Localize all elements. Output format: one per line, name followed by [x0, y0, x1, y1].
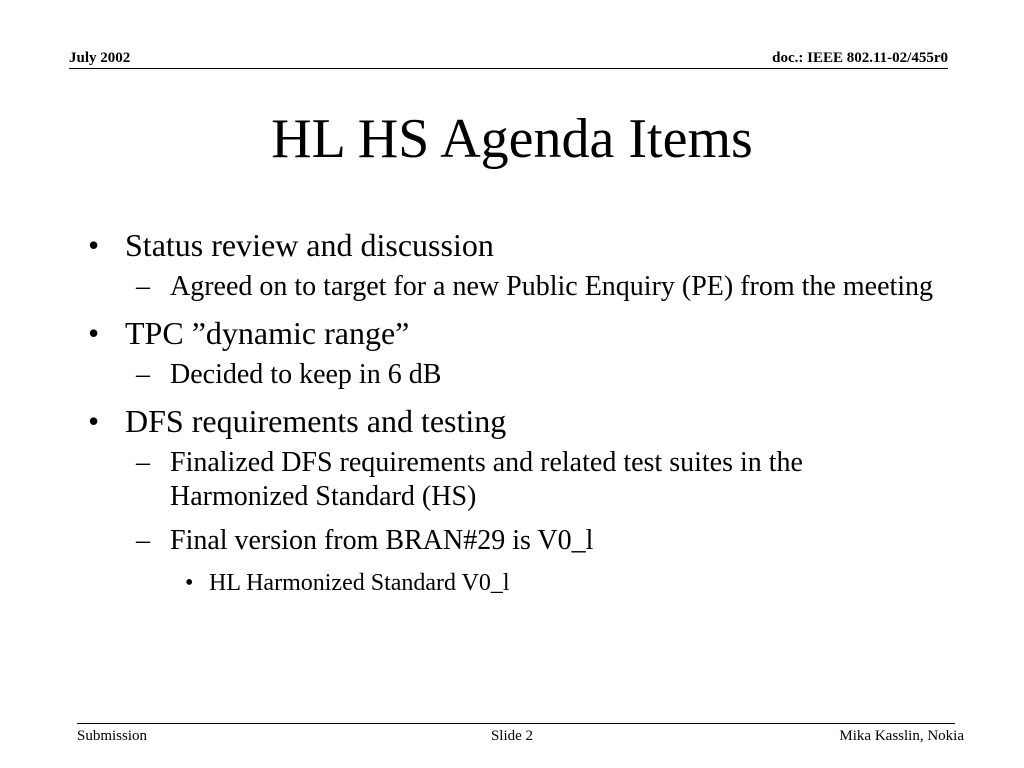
footer-author: Mika Kasslin, Nokia [839, 728, 964, 744]
bullet-item [0, 314, 1024, 352]
bullet-text: TPC ”dynamic range” [125, 315, 410, 351]
sub-bullet-item [0, 358, 1024, 392]
bullet-item [0, 402, 1024, 440]
sub-bullet-text: Decided to keep in 6 dB [170, 359, 442, 390]
header-date: July 2002 [69, 50, 131, 66]
dash-icon: – [136, 359, 150, 390]
bullet-text: Status review and discussion [125, 227, 494, 263]
sub-bullet-item [0, 446, 1024, 514]
dash-icon: – [136, 447, 150, 478]
bullet-icon: • [185, 570, 194, 596]
dash-icon: – [136, 271, 150, 302]
footer-divider [77, 723, 955, 724]
sub-sub-bullet-item [0, 568, 1024, 598]
header-doc-id: doc.: IEEE 802.11-02/455r0 [772, 50, 948, 66]
bullet-item [0, 226, 1024, 264]
bullet-icon: • [88, 403, 100, 439]
dash-icon: – [136, 525, 150, 556]
slide-body [0, 226, 1024, 608]
bullet-icon: • [88, 315, 100, 351]
sub-bullet-text: Finalized DFS requirements and related test suites in the Harmonized Standard (HS) [170, 447, 803, 512]
sub-bullet-text: Final version from BRAN#29 is V0_l [170, 525, 594, 556]
footer-submission: Submission [77, 728, 148, 744]
sub-bullet-item [0, 270, 1024, 304]
bullet-text: DFS requirements and testing [125, 403, 507, 439]
sub-bullet-text: Agreed on to target for a new Public Enquiry (PE) from the meeting [170, 271, 934, 302]
slide-title: HL HS Agenda Items [271, 108, 753, 170]
footer-slide-number: Slide 2 [490, 728, 534, 744]
bullet-icon: • [88, 227, 100, 263]
sub-sub-bullet-text: HL Harmonized Standard V0_l [209, 570, 510, 596]
sub-bullet-item [0, 524, 1024, 558]
header-divider [69, 68, 948, 69]
